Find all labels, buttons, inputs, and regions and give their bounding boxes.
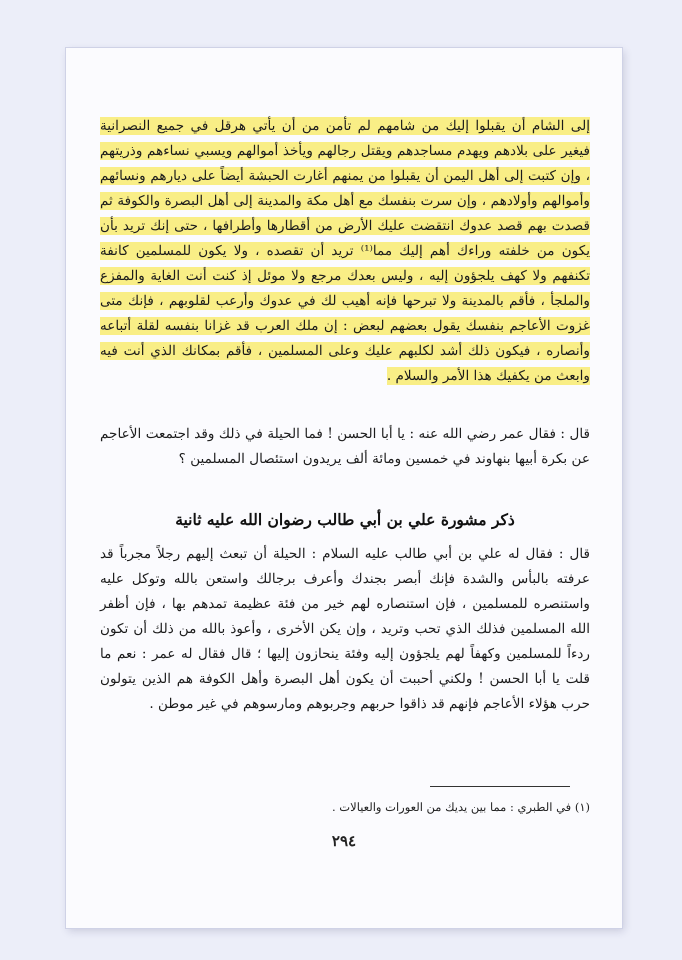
page-number: ٢٩٤ (331, 832, 357, 850)
book-page (66, 48, 622, 928)
paragraph-letter-continuation (100, 114, 590, 389)
footnote-divider (430, 786, 570, 787)
section-heading: ذكر مشورة علي بن أبي طالب رضوان الله عليه ثانية (175, 510, 515, 529)
highlighted-text: إلى الشام أن يقبلوا إليك من شامهم لم تأمن من أن يأتي هرقل في جميع النصرانية فيغير على بلادهم ويهدم مساجدهم ويقتل رجالهم ويأخذ أموالهم ويسبي نساءهم وذريتهم ، وإن كتبت إلى أهل اليمن أن يقبلوا من يمنهم أغارت الحبشة أيضاً على ديارهم ونسائهم وأموالهم وأولادهم ، وإن سرت بنفسك مع أهل مكة والمدينة إلى أهل البصرة والكوفة ثم قصدت بهم قصد عدوك انتقضت عليك الأرض من أقطارها وأطرافها ، حتى إنك تريد بأن يكون من خلفته وراءك أهم إليك مما⁽¹⁾ تريد أن تقصده ، ولا يكون للمسلمين كانفة تكنفهم ولا كهف يلجؤون إليه ، وليس بعدك مرجع ولا موئل إذ كنت أنت الغاية والمفزع والملجأ ، فأقم بالمدينة ولا تبرحها فإنه أهيب لك في عدوك وأرعب لقلوبهم ، فإنك متى غزوت الأعاجم بنفسك يقول بعضهم لبعض : إن ملك العرب قد غزانا بنفسه لقلة أتباعه وأنصاره ، فيكون ذلك أشد لكلبهم عليك وعلى المسلمين ، فأقم بمكانك الذي أنت فيه وابعث من يكفيك هذا الأمر والسلام . (100, 118, 590, 384)
paragraph-umar-question: قال : فقال عمر رضي الله عنه : يا أبا الحسن ! فما الحيلة في ذلك وقد اجتمعت الأعاجم عن بكرة أبيها بنهاوند في خمسين ومائة ألف يريدون استئصال المسلمين ؟ (100, 426, 590, 467)
paragraph-ali-advice: قال : فقال له علي بن أبي طالب عليه السلام : الحيلة أن تبعث إليهم رجلاً مجرباً قد عرفته بالبأس والشدة فإنك أبصر بجندك وأعرف برجالك واستعن بالله وتوكل عليه واستنصره للمسلمين ، فإن استنصاره لهم خير من فئة عظيمة تمدهم بها ، فإن أظفر الله المسلمين فذلك الذي تحب وتريد ، وإن يكن الأخرى ، وأعوذ بالله من ذلك أن تكون ردءاً للمسلمين وكهفاً لهم يلجؤون إليه وفئة ينحازون إليها ؛ قال فقال له عمر : نعم ما قلت يا أبا الحسن ! ولكني أحببت أن يكون أهل البصرة وأهل الكوفة هم الذين يتولون حرب هؤلاء الأعاجم فإنهم قد ذاقوا حربهم وجربوهم ومارسوهم في غير موطن . (100, 546, 590, 712)
footnote: (١) في الطبري : مما بين يديك من العورات والعيالات . (332, 800, 590, 814)
